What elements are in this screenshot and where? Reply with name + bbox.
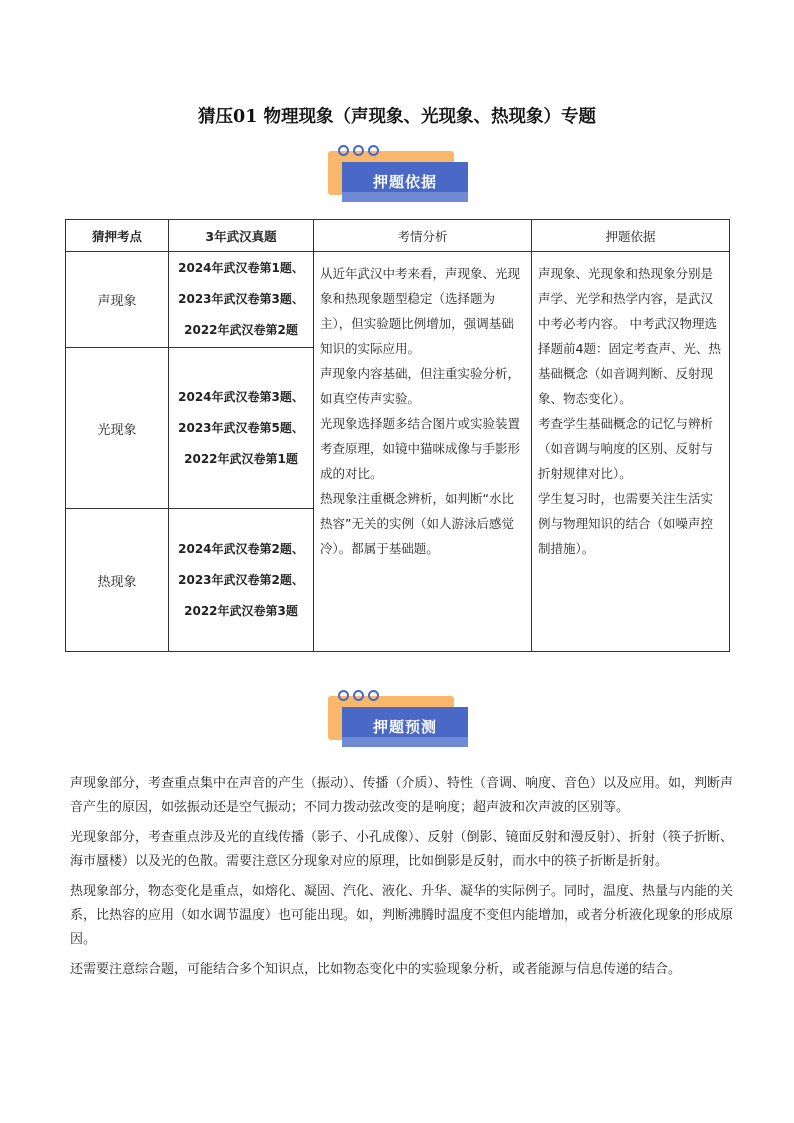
analysis-cell xyxy=(314,252,532,652)
table-header: 3年武汉真题 xyxy=(169,220,314,252)
topic-cell: 光现象 xyxy=(66,348,169,509)
basis-paragraph: 考查学生基础概念的记忆与辨析（如音调与响度的区别、反射与折射规律对比）。 xyxy=(538,416,714,481)
year-item: 2024年武汉卷第3题、 xyxy=(178,389,304,404)
prediction-section xyxy=(70,772,740,988)
section-banner-basis xyxy=(328,145,468,209)
year-item: 2024年武汉卷第1题、 xyxy=(178,261,304,275)
basis-cell xyxy=(532,252,730,652)
banner-stripe xyxy=(342,737,468,747)
year-item: 2023年武汉卷第5题、 xyxy=(178,420,304,435)
table-header: 押题依据 xyxy=(532,220,730,252)
prediction-paragraph: 光现象部分，考查重点涉及光的直线传播（影子、小孔成像）、反射（倒影、镜面反射和漫反射）、折射（筷子折断、海市蜃楼）以及光的色散。需要注意区分现象对应的原理，比如倒影是反射，而水中的筷子折断是折射。 xyxy=(70,830,734,869)
analysis-paragraph: 从近年武汉中考来看，声现象、光现象和热现象题型稳定（选择题为主），但实验题比例增加，强调基础知识的实际应用。 xyxy=(320,266,521,356)
analysis-paragraph: 光现象选择题多结合图片或实验装置考查原理，如镜中猫咪成像与手影形成的对比。 xyxy=(320,416,521,481)
year-item: 2022年武汉卷第2题 xyxy=(184,323,298,337)
prediction-paragraph: 声现象部分，考查重点集中在声音的产生（振动）、传播（介质）、特性（音调、响度、音色）以及应用。如，判断声音产生的原因，如弦振动还是空气振动；不同力拨动弦改变的是响度；超声波和次声波的区别等。 xyxy=(70,776,734,815)
basis-table xyxy=(65,219,730,652)
basis-paragraph: 学生复习时，也需要关注生活实例与物理知识的结合（如噪声控制措施）。 xyxy=(538,491,714,556)
table-header-row xyxy=(66,220,730,252)
prediction-paragraph: 热现象部分，物态变化是重点，如熔化、凝固、汽化、液化、升华、凝华的实际例子。同时，温度、热量与内能的关系，比热容的应用（如水调节温度）也可能出现。如，判断沸腾时温度不变但内能增加，或者分析液化现象的形成原因。 xyxy=(70,884,734,947)
year-item: 2022年武汉卷第1题 xyxy=(184,451,298,466)
banner-stripe xyxy=(342,192,468,202)
page-title: 猜压01 物理现象（声现象、光现象、热现象）专题 xyxy=(198,107,596,127)
table-header: 猜押考点 xyxy=(66,220,169,252)
banner-label: 押题依据 xyxy=(342,162,468,202)
section-banner-prediction xyxy=(328,690,468,754)
year-item: 2022年武汉卷第3题 xyxy=(184,603,298,618)
years-cell xyxy=(169,509,314,652)
years-cell xyxy=(169,252,314,348)
topic-cell: 热现象 xyxy=(66,509,169,652)
year-item: 2023年武汉卷第2题、 xyxy=(178,572,304,587)
table-row xyxy=(66,252,730,348)
year-item: 2023年武汉卷第3题、 xyxy=(178,292,304,306)
basis-paragraph: 声现象、光现象和热现象分别是声学、光学和热学内容，是武汉中考必考内容。 中考武汉物理选择题前4题：固定考查声、光、热基础概念（如音调判断、反射现象、物态变化）。 xyxy=(538,266,721,406)
banner-label: 押题预测 xyxy=(342,707,468,747)
analysis-paragraph: 热现象注重概念辨析，如判断“水比热容”无关的实例（如人游泳后感觉冷）。都属于基础题。 xyxy=(320,491,514,556)
year-item: 2024年武汉卷第2题、 xyxy=(178,541,304,556)
table-header: 考情分析 xyxy=(314,220,532,252)
analysis-paragraph: 声现象内容基础，但注重实验分析，如真空传声实验。 xyxy=(320,366,521,406)
prediction-paragraph: 还需要注意综合题，可能结合多个知识点，比如物态变化中的实验现象分析，或者能源与信息传递的结合。 xyxy=(70,962,682,977)
years-cell xyxy=(169,348,314,509)
topic-cell: 声现象 xyxy=(66,252,169,348)
